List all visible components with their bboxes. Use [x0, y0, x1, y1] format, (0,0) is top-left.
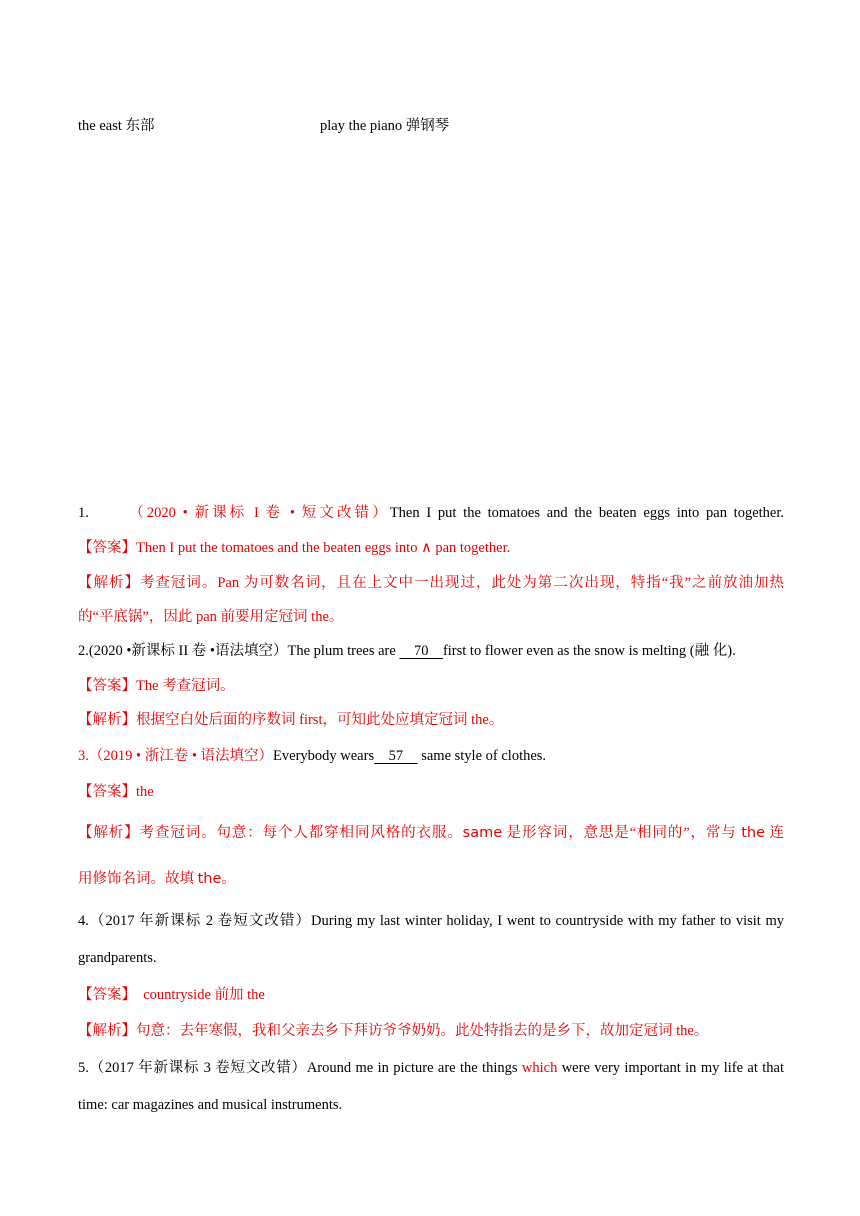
q3-text-pre: Everybody wears — [273, 748, 375, 764]
q4-question-line2: grandparents. — [78, 950, 157, 966]
q2-question — [78, 641, 784, 661]
vocab-right: play the piano 弹钢琴 — [320, 118, 450, 134]
q1-answer-text-a: Then I put the tomatoes and the beaten eggs into — [136, 540, 422, 556]
q1-answer — [78, 538, 784, 558]
q5-question-line1 — [78, 1058, 784, 1078]
q1-sentence: Then I put the tomatoes and the beaten eggs into pan together. — [389, 505, 785, 521]
q5-text-post: were very important in my life at that — [557, 1060, 785, 1076]
q2-explanation — [78, 710, 784, 730]
q5-number: 5. — [78, 1060, 89, 1076]
q5-question-line2: time: car magazines and musical instruments. — [78, 1097, 343, 1113]
q3-exp-word-the: the — [741, 825, 765, 841]
q3-blank: 57 — [374, 748, 418, 764]
q1-exp-text-1: 考查冠词。Pan 为可数名词，且在上文中一出现过，此处为第二次出现，特指“我”之前放油加热 — [139, 575, 784, 591]
q4-answer-label: 【答案】 — [78, 987, 136, 1003]
q1-source: （2020 • 新课标 I 卷 • 短文改错） — [129, 505, 390, 521]
q1-number: 1. — [78, 505, 89, 521]
q3-exp-word-same: same — [462, 825, 503, 841]
vocab-left: the east 东部 — [78, 118, 155, 134]
q2-exp-label: 【解析】 — [78, 712, 136, 728]
q5-text-pre: Around me in picture are the things — [306, 1060, 522, 1076]
q1-answer-label: 【答案】 — [78, 540, 136, 556]
q2-number: 2. — [78, 643, 89, 659]
q3-explanation-line2 — [78, 869, 784, 889]
q3-answer-text: the — [136, 784, 154, 800]
q3-exp-label: 【解析】 — [78, 825, 140, 841]
q4-text-line1: During my last winter holiday, I went to countryside with my father to visit my — [310, 913, 784, 929]
q3-exp-word-the-2: the — [197, 871, 222, 887]
q3-exp-text-1e: 连 — [765, 825, 785, 841]
q3-text-post: same style of clothes. — [417, 748, 547, 764]
q5-highlight-which: which — [521, 1060, 558, 1076]
q3-exp-text-2c: 。 — [221, 871, 236, 887]
q1-explanation-line1 — [78, 573, 784, 593]
q2-text-pre: The plum trees are — [287, 643, 400, 659]
q1-explanation-line2: 的“平底锅”，因此 pan 前要用定冠词 the。 — [78, 609, 344, 625]
q3-answer-label: 【答案】 — [78, 784, 136, 800]
q4-exp-label: 【解析】 — [78, 1023, 136, 1039]
q1-answer-text-b: pan together. — [431, 540, 511, 556]
q4-exp-text: 句意：去年寒假，我和父亲去乡下拜访爷爷奶奶。此处特指去的是乡下，故加定冠词 the。 — [136, 1023, 709, 1039]
q3-explanation-line1 — [78, 823, 784, 843]
q2-text-post: first to flower even as the snow is melting (融 化). — [442, 643, 736, 659]
q5-source: （2017 年新课标 3 卷短文改错） — [88, 1060, 307, 1076]
q2-blank: 70 — [399, 643, 443, 659]
q3-exp-text-1c: 是形容词，意思是“相同的”，常与 — [502, 825, 742, 841]
q3-exp-text-1a: 考查冠词。句意：每个人都穿相同风格的衣服。 — [139, 825, 463, 841]
q1-question — [78, 503, 784, 523]
q3-question — [78, 746, 784, 766]
q4-answer-text: countryside 前加 the — [136, 987, 265, 1003]
q1-exp-label: 【解析】 — [78, 575, 140, 591]
q2-answer-label: 【答案】 — [78, 678, 136, 694]
q2-source: (2020 •新课标 II 卷 •语法填空） — [88, 643, 288, 659]
q4-question-line1 — [78, 911, 784, 931]
q3-exp-text-2a: 用修饰名词。故填 — [78, 871, 198, 887]
q4-answer — [78, 985, 784, 1005]
q3-answer — [78, 782, 784, 802]
q4-source: （2017 年新课标 2 卷短文改错） — [88, 913, 311, 929]
q4-explanation — [78, 1021, 784, 1041]
q2-answer — [78, 676, 784, 696]
q2-answer-text: The 考查冠词。 — [136, 678, 235, 694]
q3-number: 3. — [78, 748, 89, 764]
q1-insert-mark: ∧ — [421, 540, 432, 556]
q2-exp-text: 根据空白处后面的序数词 first，可知此处应填定冠词 the。 — [136, 712, 504, 728]
q4-number: 4. — [78, 913, 89, 929]
q3-source: （2019 • 浙江卷 • 语法填空） — [88, 748, 274, 764]
